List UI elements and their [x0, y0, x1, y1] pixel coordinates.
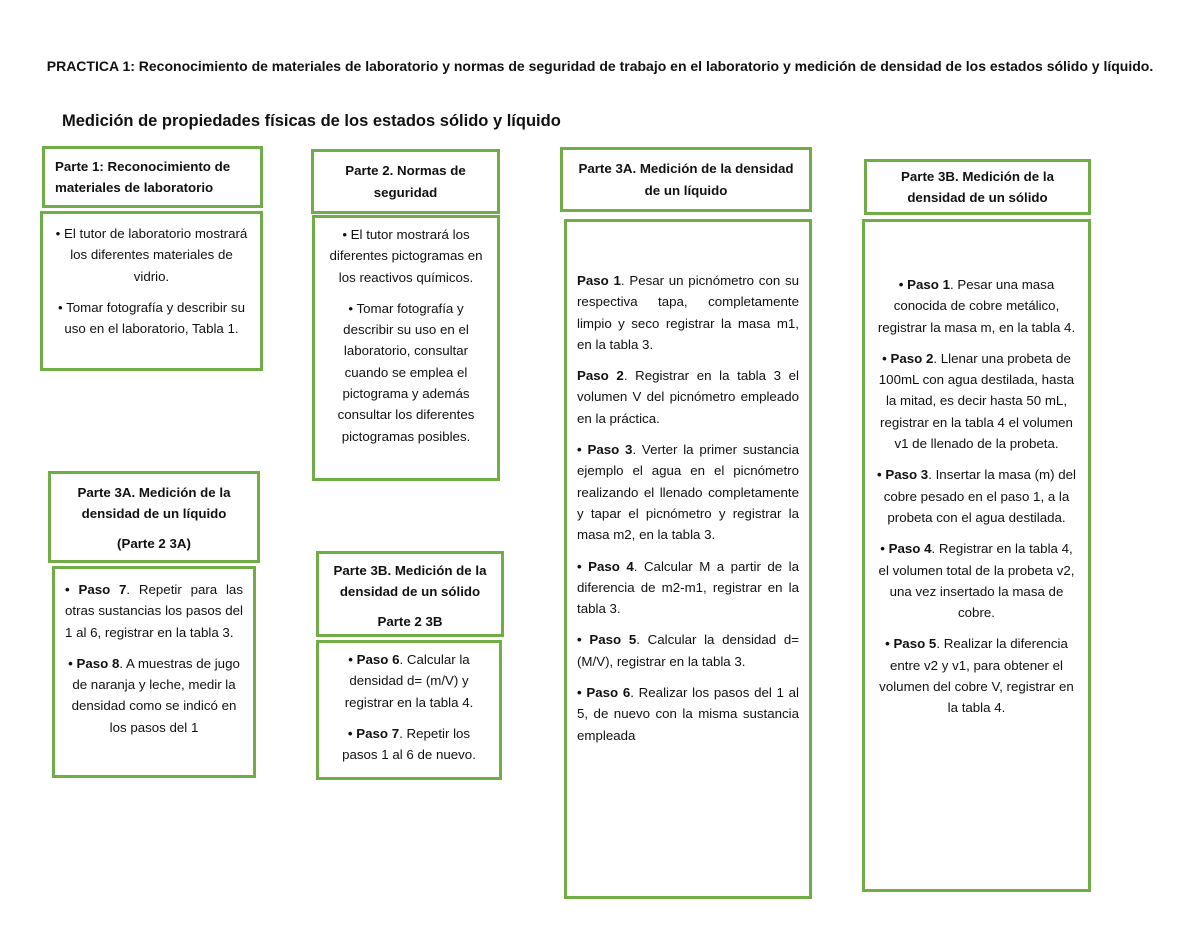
parte3b-cont-step: • Paso 7. Repetir los pasos 1 al 6 de nuevo.	[342, 725, 476, 763]
parte3a-step: • Paso 6. Realizar los pasos del 1 al 5, de nuevo con la misma sustancia empleada	[577, 685, 799, 743]
parte3b-cont-subheader: Parte 2 3B	[377, 613, 443, 629]
parte3a-cont-subheader: (Parte 2 3A)	[117, 535, 191, 551]
parte3b-cont-header: Parte 3B. Medición de la densidad de un sólido	[333, 563, 487, 600]
parte3b-cont-step: • Paso 6. Calcular la densidad d= (m/V) y registrar en la tabla 4.	[344, 652, 474, 710]
parte2-header: Parte 2. Normas de seguridad	[345, 163, 466, 200]
parte3b-cont-header-box	[316, 551, 504, 637]
parte3a-cont-step: • Paso 7. Repetir para las otras sustancias los pasos del 1 al 6, registrar en la tabla 3.	[65, 582, 243, 640]
parte3a-cont-step: • Paso 8. A muestras de jugo de naranja y leche, medir la densidad como se indicó en los pasos del 1	[68, 655, 240, 735]
parte3b-step: • Paso 4. Registrar en la tabla 4, el volumen total de la probeta v2, una vez insertado la masa de cobre.	[878, 541, 1075, 621]
parte2-content-box	[312, 215, 500, 481]
parte3a-step: Paso 2. Registrar en la tabla 3 el volumen V del picnómetro empleado en la práctica.	[577, 368, 799, 426]
parte1-header: Parte 1: Reconocimiento de materiales de laboratorio	[55, 158, 231, 195]
parte3a-step: • Paso 5. Calcular la densidad d=(M/V), registrar en la tabla 3.	[577, 632, 799, 669]
parte3b-header-box	[864, 159, 1091, 215]
parte2-header-box	[311, 149, 500, 214]
parte3a-header-box	[560, 147, 812, 212]
parte3a-step: • Paso 3. Verter la primer sustancia ejemplo el agua en el picnómetro realizando el llenado completamente y tapar el picnómetro y registrar la masa m2, en la tabla 3.	[577, 442, 799, 543]
parte3b-step: • Paso 5. Realizar la diferencia entre v2 y v1, para obtener el volumen del cobre V, registrar en la tabla 4.	[879, 636, 1074, 716]
parte1-header-box	[42, 146, 263, 208]
parte3a-cont-content-box	[52, 566, 256, 778]
parte3b-cont-content-box	[316, 640, 502, 780]
parte3a-header: Parte 3A. Medición de la densidad de un líquido	[578, 161, 794, 198]
parte3b-header: Parte 3B. Medición de la densidad de un sólido	[901, 168, 1054, 205]
document-title: PRACTICA 1: Reconocimiento de materiales de laboratorio y normas de seguridad de trabajo en el laboratorio y medición de densidad de los estados sólido y líquido.	[46, 58, 1154, 74]
parte3a-step: Paso 1. Pesar un picnómetro con su respectiva tapa, completamente limpio y seco registrar la masa m1, en la tabla 3.	[577, 273, 799, 352]
parte2-item: • El tutor mostrará los diferentes pictogramas en los reactivos químicos.	[329, 227, 483, 285]
parte3b-content-box	[862, 219, 1091, 892]
parte3a-step: • Paso 4. Calcular M a partir de la diferencia de m2-m1, registrar en la tabla 3.	[577, 558, 799, 617]
parte3a-content-box	[564, 219, 812, 899]
parte2-item: • Tomar fotografía y describir su uso en el laboratorio, consultar cuando se emplea el pictograma y además consultar los diferentes pictogramas posibles.	[337, 300, 475, 444]
section-subtitle: Medición de propiedades físicas de los estados sólido y líquido	[62, 112, 561, 130]
parte1-item: • Tomar fotografía y describir su uso en el laboratorio, Tabla 1.	[58, 299, 245, 337]
parte3b-step: • Paso 3. Insertar la masa (m) del cobre pesado en el paso 1, a la probeta con el agua destilada.	[876, 467, 1077, 525]
parte3b-step: • Paso 1. Pesar una masa conocida de cobre metálico, registrar la masa m, en la tabla 4.	[877, 277, 1076, 335]
parte3a-cont-header-box	[48, 471, 260, 563]
parte3a-cont-header: Parte 3A. Medición de la densidad de un líquido	[77, 485, 231, 522]
parte3b-step: • Paso 2. Llenar una probeta de 100mL con agua destilada, hasta la mitad, es decir hasta 50 mL, registrar en la tabla 4 el volumen v1 de llenado de la probeta.	[878, 350, 1075, 452]
parte1-content-box	[40, 211, 263, 371]
parte1-item: • El tutor de laboratorio mostrará los diferentes materiales de vidrio.	[55, 226, 248, 284]
